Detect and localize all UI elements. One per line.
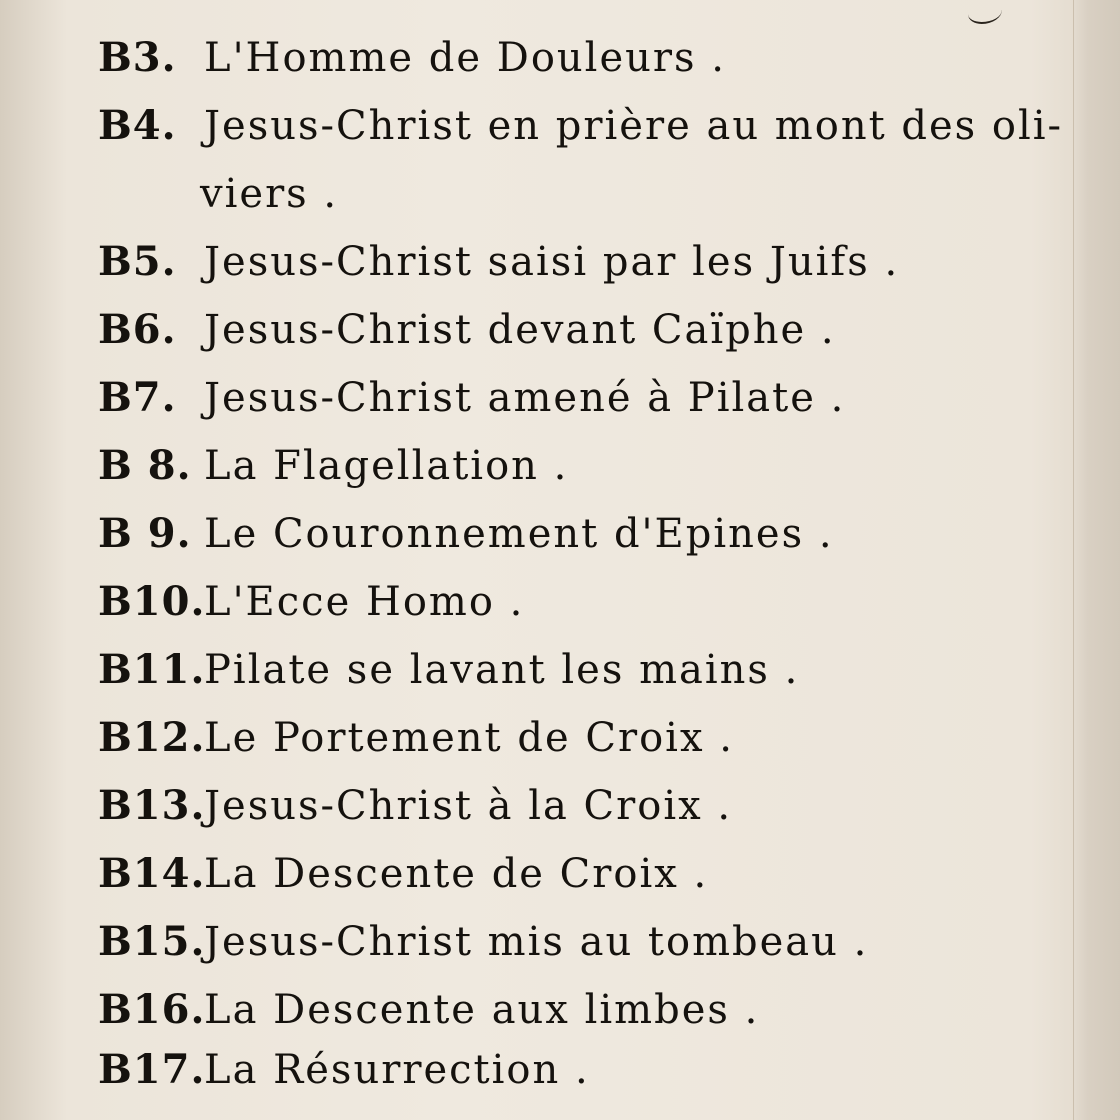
entry-number: B10. (98, 578, 206, 625)
page-edge (1073, 0, 1120, 1120)
entry-number: B16. (98, 986, 206, 1033)
entry-title: La Descente aux limbes . (204, 987, 760, 1033)
entry-title: L'Homme de Douleurs . (204, 35, 726, 81)
entry-title: La Résurrection . (204, 1047, 590, 1093)
entry-title: La Flagellation . (204, 443, 569, 489)
list-item (0, 840, 1070, 908)
list-item (0, 296, 1070, 364)
entry-number: B7. (98, 374, 177, 421)
entry-title: Jesus-Christ en prière au mont des oli- (204, 103, 1064, 149)
list-item-continuation (0, 160, 1070, 228)
plate-list (0, 24, 1070, 1112)
entry-title: Jesus-Christ saisi par les Juifs . (204, 239, 900, 285)
entry-title: Jesus-Christ amené à Pilate . (204, 375, 846, 421)
entry-title: Le Portement de Croix . (204, 715, 734, 761)
list-item (0, 24, 1070, 92)
entry-number: B6. (98, 306, 177, 353)
ink-flourish (968, 0, 1002, 24)
entry-number: B5. (98, 238, 177, 285)
entry-number: B11. (98, 646, 206, 693)
entry-title: Jesus-Christ à la Croix . (204, 783, 733, 829)
list-item (0, 432, 1070, 500)
list-item (0, 636, 1070, 704)
entry-number: B3. (98, 34, 177, 81)
entry-title: viers . (200, 171, 339, 217)
list-item (0, 772, 1070, 840)
list-item (0, 1044, 1070, 1112)
list-item (0, 228, 1070, 296)
entry-title: Jesus-Christ mis au tombeau . (204, 919, 869, 965)
entry-title: Pilate se lavant les mains . (204, 647, 800, 693)
entry-number: B4. (98, 102, 177, 149)
list-item (0, 908, 1070, 976)
entry-number: B 9. (98, 510, 192, 557)
entry-title: La Descente de Croix . (204, 851, 709, 897)
entry-number: B 8. (98, 442, 192, 489)
list-item (0, 976, 1070, 1044)
entry-title: Jesus-Christ devant Caïphe . (204, 307, 836, 353)
list-item (0, 92, 1070, 160)
entry-title: Le Couronnement d'Epines . (204, 511, 834, 557)
entry-number: B12. (98, 714, 206, 761)
entry-number: B13. (98, 782, 206, 829)
entry-number: B14. (98, 850, 206, 897)
list-item (0, 500, 1070, 568)
list-item (0, 568, 1070, 636)
list-item (0, 704, 1070, 772)
list-item (0, 364, 1070, 432)
entry-title: L'Ecce Homo . (204, 579, 525, 625)
entry-number: B17. (98, 1046, 206, 1093)
entry-number: B15. (98, 918, 206, 965)
